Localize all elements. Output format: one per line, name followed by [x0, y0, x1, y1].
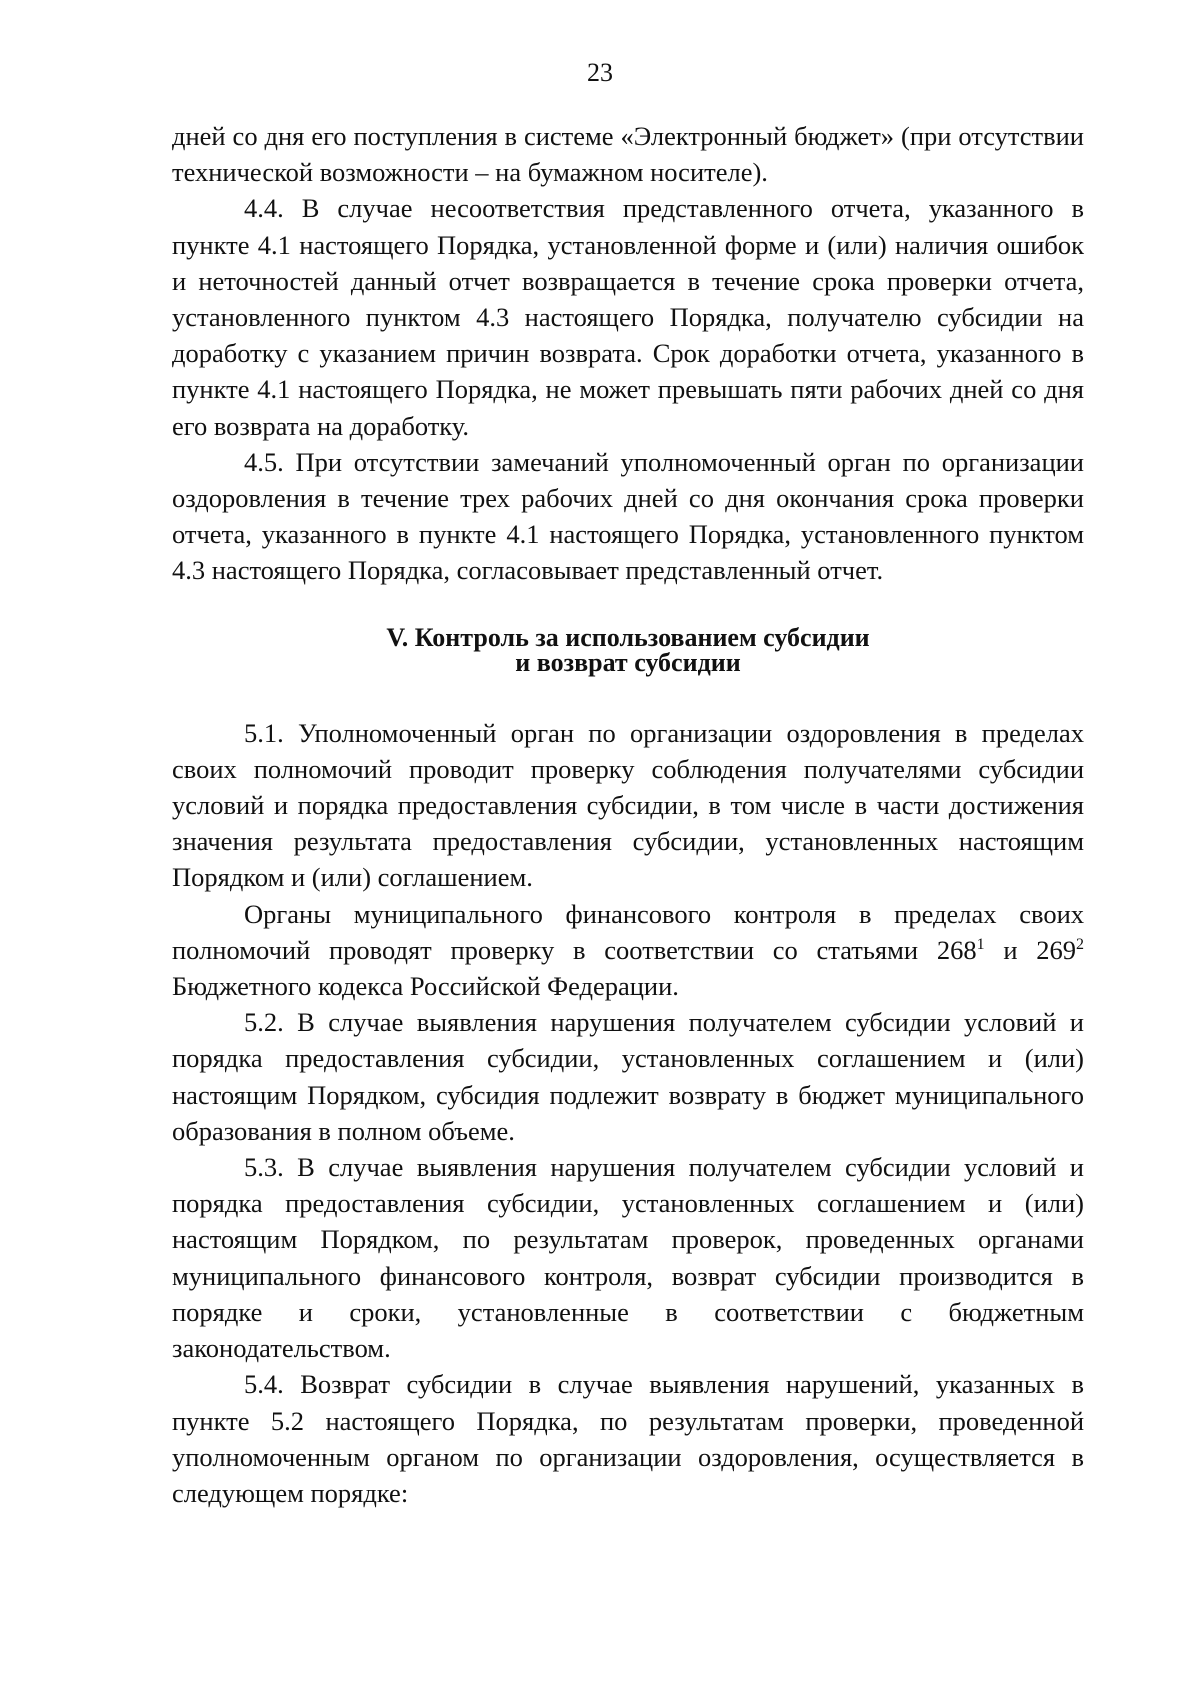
section-heading-line-2: и возврат субсидии	[515, 647, 741, 677]
section-heading-line-1: V. Контроль за использованием субсидии	[386, 622, 870, 652]
paragraph-5-4: 5.4. Возврат субсидии в случае выявления нарушений, указанных в пункте 5.2 настоящего Порядка, по результатам проверки, проведенной уполномоченным органом по организации оздоровления, осуществляется в следующем порядке:	[172, 1369, 1084, 1508]
document-body	[172, 118, 1084, 1511]
paragraph-4-5: 4.5. При отсутствии замечаний уполномоченный орган по организации оздоровления в течение трех рабочих дней со дня окончания срока проверки отчета, указанного в пункте 4.1 настоящего Порядка, установленного пунктом 4.3 настоящего Порядка, согласовывает представленный отчет.	[172, 446, 1084, 586]
paragraph-financial-control	[172, 896, 1084, 1005]
paragraph-continuation: дней со дня его поступления в системе «Электронный бюджет» (при отсутствии технической возможности – на бумажном носителе).	[172, 121, 1084, 188]
control-text-part-2: и 269	[984, 934, 1076, 965]
control-text-part-3: Бюджетного кодекса Российской Федерации.	[172, 971, 679, 1002]
paragraph-5-3: 5.3. В случае выявления нарушения получателем субсидии условий и порядка предоставления субсидии, установленных соглашением и (или) настоящим Порядком, по результатам проверок, проведенных органами муниципального финансового контроля, возврат субсидии производится в порядке и сроки, установленные в соответствии с бюджетным законодательством.	[172, 1152, 1084, 1364]
paragraph-5-2: 5.2. В случае выявления нарушения получателем субсидии условий и порядка предоставления субсидии, установленных соглашением и (или) настоящим Порядком, субсидия подлежит возврату в бюджет муниципального образования в полном объеме.	[172, 1007, 1084, 1146]
section-heading	[172, 622, 1084, 677]
superscript-1: 1	[976, 936, 985, 954]
control-text-part-1: Органы муниципального финансового контроля в пределах своих полномочий проводят проверку в соответствии со статьями 268	[172, 898, 1084, 965]
superscript-2: 2	[1076, 936, 1084, 954]
page-number: 23	[587, 58, 613, 87]
paragraph-5-1: 5.1. Уполномоченный орган по организации оздоровления в пределах своих полномочий проводит проверку соблюдения получателями субсидии условий и порядка предоставления субсидии, в том числе в части достижения значения результата предоставления субсидии, установленных настоящим Порядком и (или) соглашением.	[172, 717, 1084, 893]
paragraph-4-4: 4.4. В случае несоответствия представленного отчета, указанного в пункте 4.1 настоящего Порядка, установленной форме и (или) наличия ошибок и неточностей данный отчет возвращается в течение срока проверки отчета, установленного пунктом 4.3 настоящего Порядка, получателю субсидии на доработку с указанием причин возврата. Срок доработки отчета, указанного в пункте 4.1 настоящего Порядка, не может превышать пяти рабочих дней со дня его возврата на доработку.	[172, 193, 1084, 441]
